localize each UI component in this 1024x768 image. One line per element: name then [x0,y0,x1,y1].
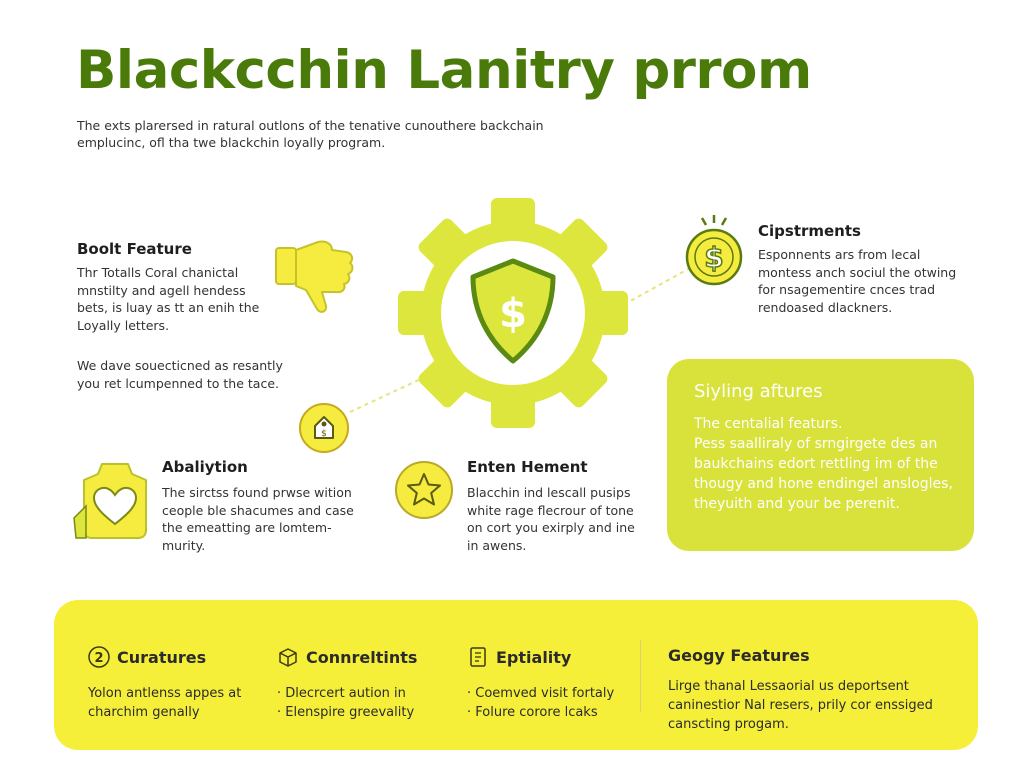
number-circle-icon [88,646,110,668]
card-text [694,414,953,514]
text-line: baukchains edort rettling im of the [694,456,938,472]
card-heading: Siyling aftures [694,381,823,402]
highlight-card [667,359,974,551]
intro-line: The exts plarersed in ratural outlons of the tenative cunouthere backchain [77,118,544,133]
heart-bag-icon [72,458,158,542]
enten-hement-text [467,484,635,554]
text-line: charchim genally [88,705,200,720]
thumbs-down-icon [272,236,358,316]
band-divider [640,640,641,712]
text-line: you ret lcumpenned to the tace. [77,375,279,391]
band-heading: Eptiality [496,647,572,667]
text-line: · Dlecrcert aution in [277,686,406,701]
text-line: We dave souecticned as resantly [77,358,283,373]
band-column-connreltints [277,646,417,722]
star-badge-icon [394,460,454,520]
text-line: canscting progam. [668,717,789,732]
box-icon [277,646,299,668]
svg-text:$: $ [704,241,724,274]
text-line: Yolon antlenss appes at [88,686,242,701]
text-line: ceople ble shacumes and case [162,502,354,518]
cipstrments-text [758,246,956,316]
number-circle-text: 2 [94,651,104,666]
svg-text:$: $ [499,291,527,337]
band-column-eptiality [467,646,614,722]
text-line: mnstilty and agell hendess [77,282,246,298]
text-line: white rage flecrour of tone [467,502,634,518]
band-heading: Connreltints [306,647,418,667]
intro-line: emplucinc, ofl tha twe blackchin loyally program. [77,135,386,150]
text-line: rendoased dlackners. [758,299,893,315]
enten-hement-heading: Enten Hement [467,458,588,476]
gear-shield-dollar-icon [398,198,628,428]
band-column-curatures [88,646,241,722]
band-heading: Geogy Features [668,646,810,665]
text-line: in awens. [467,537,527,553]
text-line: bets, is luay as tt an enih the [77,300,260,315]
text-line: caninestior Nal resers, prily cor enssiged [668,698,933,713]
document-icon [467,646,489,668]
band-column-geogy [668,646,933,734]
text-line: thougy and hone endingel anslogles, [694,476,953,492]
text-line: theyuith and your be perenit. [694,496,900,512]
text-line: · Folure corore lcaks [467,705,598,720]
abaliytion-text [162,484,354,554]
band-heading: Curatures [117,647,207,667]
text-line: Blacchin ind lescall pusips [467,485,631,500]
svg-text:$: $ [321,429,327,439]
text-line: Loyally letters. [77,317,170,333]
text-line: · Coemved visit fortaly [467,686,615,701]
boolt-feature-text [77,264,259,334]
text-line: Lirge thanal Lessaorial us deportsent [668,679,909,694]
abaliytion-heading: Abaliytion [162,458,248,476]
text-line: · Elenspire greevality [277,705,415,720]
dollar-coin-icon [682,212,750,288]
page-title: Blackcchin Lanitry prrom [76,40,812,101]
cipstrments-heading: Cipstrments [758,222,861,240]
boolt-feature-heading: Boolt Feature [77,240,192,258]
text-line: on cort you exirply and ine [467,520,635,535]
text-line: Pess saalliraly of srngirgete des an [694,436,938,452]
text-line: montess anch sociul the otwing [758,264,957,280]
text-line: The sirctss found prwse wition [162,485,352,500]
text-line: The centalial featurs. [694,416,843,432]
text-line: Esponnents ars from lecal [758,247,921,262]
text-line: for nsagementire cnces trad [758,282,936,297]
features-band [54,600,978,750]
text-line: murity. [162,537,206,553]
boolt-feature-note [77,357,283,392]
text-line: the emeatting are lomtem- [162,520,332,535]
text-line: Thr Totalls Coral chanictal [77,265,239,280]
price-tag-icon [298,402,350,454]
